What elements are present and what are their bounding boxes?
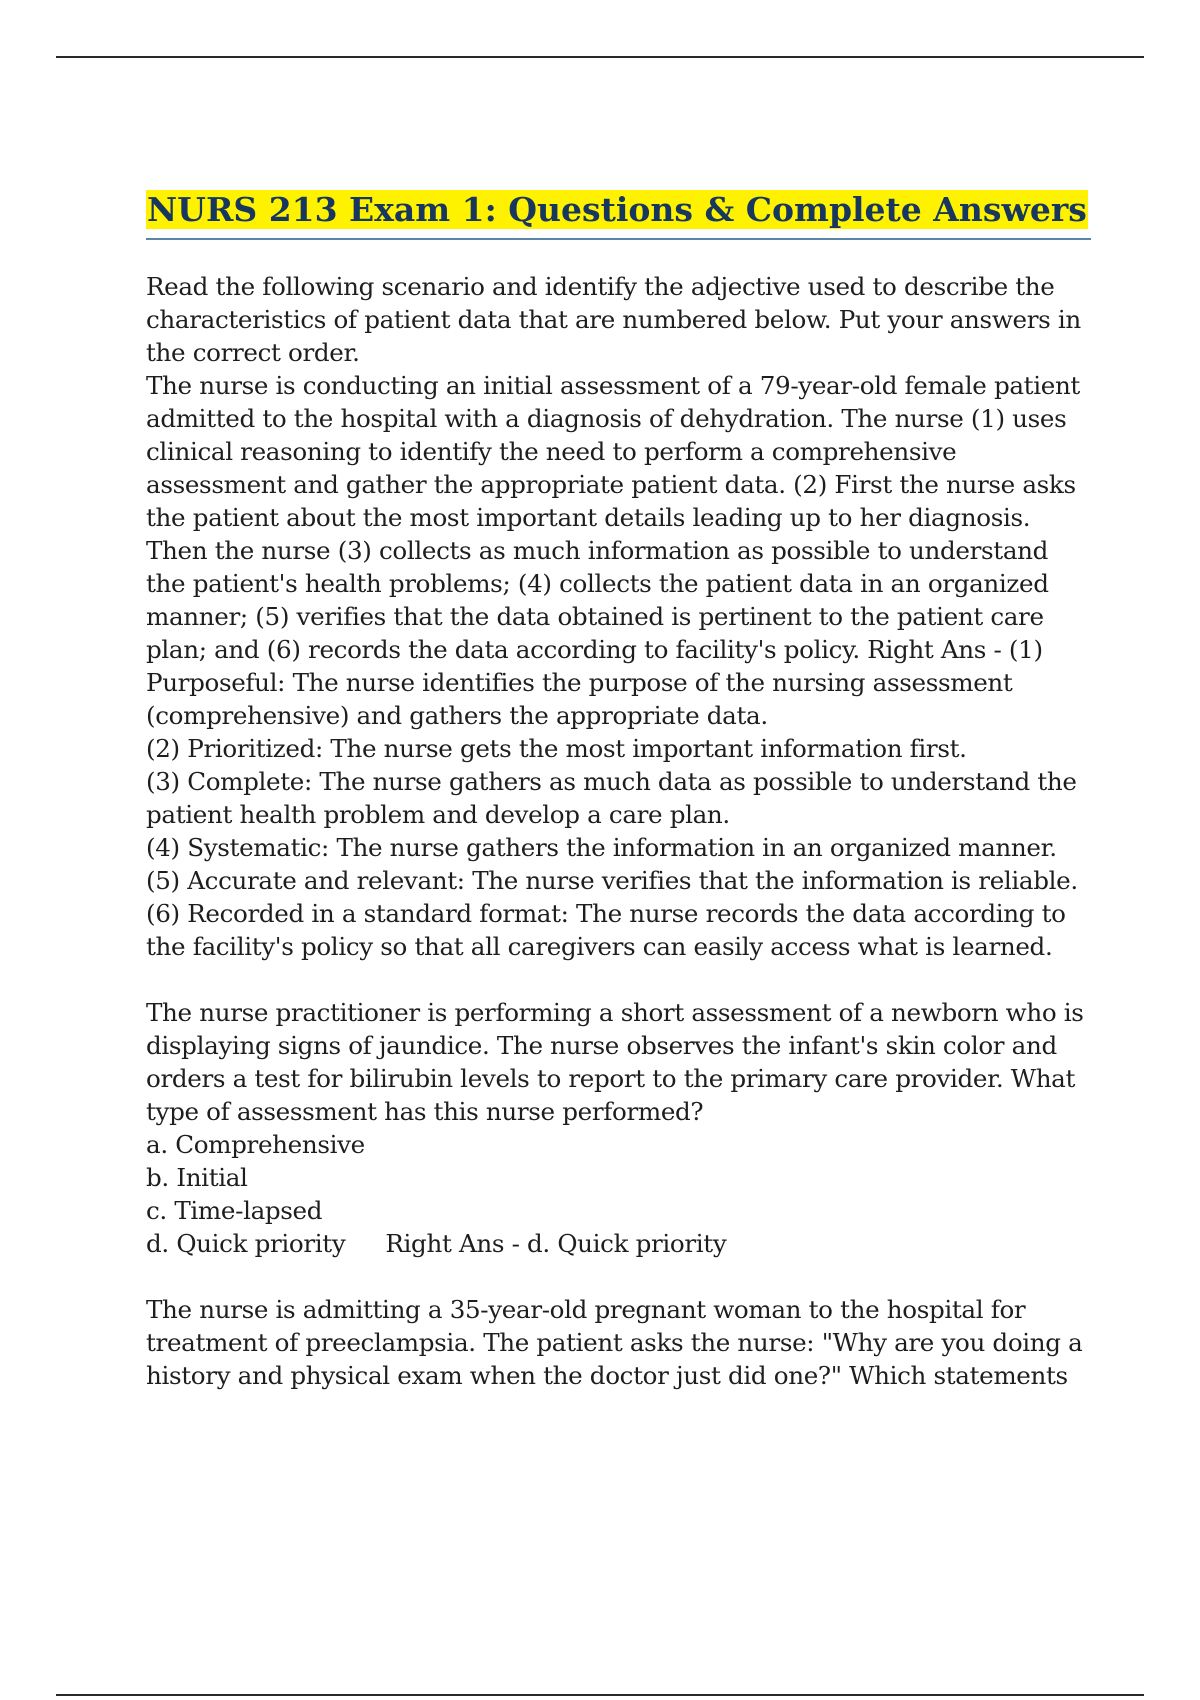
spacer <box>146 963 1091 996</box>
question-2-option: b. Initial <box>146 1163 248 1192</box>
question-2-last-option-line <box>146 1227 1091 1260</box>
document-body <box>146 188 1091 1392</box>
question-2-option: d. Quick priority <box>146 1229 346 1258</box>
question-2-text: The nurse practitioner is performing a short assessment of a newborn who is displaying signs of jaundice. The nurse observes the infant's skin color and orders a test for bilirubin levels to report to the primary care provider. What type of assessment has this nurse performed? <box>146 998 1084 1126</box>
title-highlight: NURS 213 Exam 1: Questions & Complete Answers <box>147 190 1087 229</box>
question-3-text: The nurse is admitting a 35-year-old pregnant woman to the hospital for treatment of preeclampsia. The patient asks the nurse: "Why are you doing a history and physical exam when the doctor just did one?" Which statements <box>146 1295 1083 1390</box>
header-rule <box>56 56 1144 58</box>
question-2-option: a. Comprehensive <box>146 1130 365 1159</box>
footer-rule <box>56 1694 1144 1696</box>
spacer <box>146 1260 1091 1293</box>
question-2-answer: Right Ans - d. Quick priority <box>385 1229 727 1258</box>
page-title <box>146 188 1091 232</box>
question-2-option: c. Time-lapsed <box>146 1196 323 1225</box>
question-1-text: Read the following scenario and identify the adjective used to describe the characteristics of patient data that are numbered below. Put your answers in the correct order. The nurse is conducting an initial assessment of a 79-year-old female patient admitted to the hospital with a diagnosis of dehydration. The nurse (1) uses clinical reasoning to identify the need to perform a comprehensive assessment and gather the appropriate patient data. (2) First the nurse asks the patient about the most important details leading up to her diagnosis. Then the nurse (3) collects as much information as possible to understand the patient's health problems; (4) collects the patient data in an organized manner; (5) verifies that the data obtained is pertinent to the patient care plan; and (6) records the data according to facility's policy. Right Ans - (1) Purposeful: The nurse identifies the purpose of the nursing assessment (comprehensive) and gathers the appropriate data. (2) Prioritized: The nurse gets the most important information first. (3) Complete: The nurse gathers as much data as possible to understand the patient health problem and develop a care plan. (4) Systematic: The nurse gathers the information in an organized manner. (5) Accurate and relevant: The nurse verifies that the information is reliable. (6) Recorded in a standard format: The nurse records the data according to the facility's policy so that all caregivers can easily access what is learned. <box>146 272 1081 961</box>
title-underline <box>146 238 1091 240</box>
